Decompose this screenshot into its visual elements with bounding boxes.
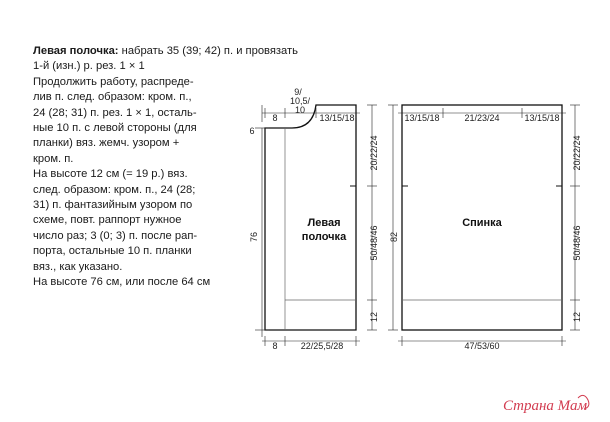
back-bottom-width-dim: 47/53/60: [464, 341, 500, 351]
left-front-side-dim: 50/48/46: [369, 225, 379, 261]
instructions-line: лив п. след. образом: кром. п.,: [33, 91, 192, 104]
instructions-line-first: набрать 35 (39; 42) п. и провязать: [118, 45, 298, 57]
left-front-neck-dim: 9/: [294, 87, 302, 97]
instructions-line: след. образом: кром. п., 24 (28;: [33, 183, 196, 196]
left-front-label: полочка: [301, 231, 347, 243]
instructions-line: 24 (28; 31) п. рез. 1 × 1, осталь-: [33, 106, 197, 119]
left-front-shoulder-dim: 13/15/18: [319, 113, 355, 123]
watermark: [503, 395, 589, 414]
left-front-neck-drop-dim: 6: [249, 126, 255, 136]
instructions-heading: Левая полочка:: [33, 45, 119, 57]
instructions-line: схеме, повт. раппорт нужное: [33, 214, 182, 227]
back-side-dim: 50/48/46: [572, 225, 582, 261]
instructions-line: На высоте 76 см, или после 64 см: [33, 276, 211, 289]
back-shoulder-left-dim: 13/15/18: [404, 113, 440, 123]
instructions-line: 1-й (изн.) р. рез. 1 × 1: [33, 60, 145, 73]
instructions-line: порта, остальные 10 п. планки: [33, 245, 192, 258]
left-front-neck-dim: 10: [294, 105, 306, 115]
left-front-rib-dim: 12: [369, 311, 379, 323]
back-shoulder-right-dim: 13/15/18: [524, 113, 560, 123]
instructions-line: Продолжить работу, распреде-: [33, 75, 194, 88]
left-front-bottom-placket-dim: 8: [272, 341, 278, 351]
left-front-bottom-width-dim: 22/25,5/28: [300, 341, 344, 351]
left-front-armhole-dim: 20/22/24: [369, 135, 379, 171]
left-front-neck-dim: 10,5/: [289, 96, 311, 106]
instructions-line: планки) вяз. жемч. узором +: [33, 137, 180, 150]
instructions-line: ные 10 п. с левой стороны (для: [33, 122, 197, 135]
left-front-height-dim: 76: [249, 231, 259, 243]
left-front-label: Левая: [307, 217, 341, 229]
instructions-line: число раз; 3 (0; 3) п. после рап-: [33, 229, 198, 242]
instructions-line: 31) п. фантазийным узором по: [33, 199, 193, 212]
instructions-line: На высоте 12 см (= 19 р.) вяз.: [33, 168, 188, 181]
instructions-line: вяз., как указано.: [33, 260, 123, 273]
left-front-top-placket-dim: 8: [272, 113, 278, 123]
watermark-text: Страна Мам: [502, 398, 588, 414]
back-armhole-dim: 20/22/24: [572, 135, 582, 171]
back-label: Спинка: [462, 217, 502, 229]
instructions-line: кром. п.: [33, 152, 74, 165]
back-height-dim: 82: [389, 231, 399, 243]
back-rib-dim: 12: [572, 311, 582, 323]
back-neck-dim: 21/23/24: [464, 113, 500, 123]
